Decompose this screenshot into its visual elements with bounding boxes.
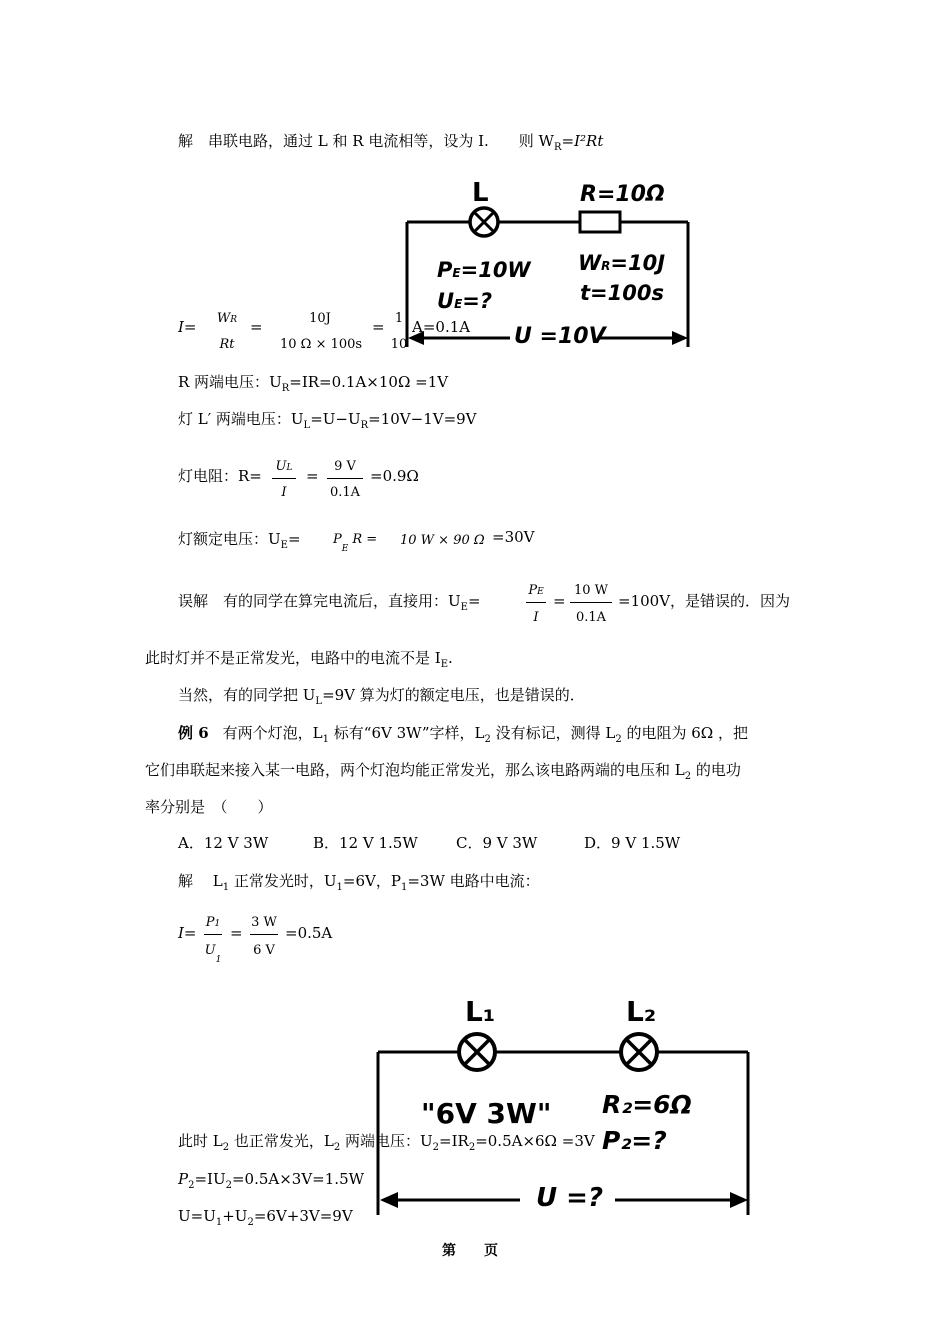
wrong-frac2-num: 10 W [573, 583, 609, 598]
current2-frac1-den: $U_1$ [204, 943, 222, 965]
option-d: D．9 V 1.5W [584, 834, 681, 852]
option-a: A．12 V 3W [178, 834, 269, 852]
resistor-voltage-line: R 两端电压：$U_R=IR=0.1A\times 10\Omega =1V$ [178, 373, 449, 394]
lamp-res-frac1-den: I [281, 485, 287, 500]
fraction-bar [526, 602, 546, 603]
diagram2-p2-label: P₂=? [602, 1126, 667, 1155]
current-frac2-den: 10 Ω × 100s [280, 337, 363, 352]
lamp-symbol [470, 208, 498, 236]
current2-frac1-num: P1 [205, 915, 221, 930]
wrong-frac1-den: I [533, 610, 539, 625]
diagram2-total-voltage-label: U =? [536, 1183, 604, 1213]
rated-voltage-power: $P_ER$ = [333, 532, 378, 554]
option-b: B．12 V 1.5W [313, 834, 418, 852]
fraction-bar [272, 478, 296, 479]
example6-line3: 率分别是 （ ） [145, 798, 273, 816]
lamp-res-eq: = [306, 467, 319, 485]
lamp-voltage-line: 灯 L′ 两端电压：$U_L=U-U_R=10V-1V=9V$ [178, 410, 477, 431]
lamp-resistance-label: 灯电阻：R= [178, 467, 262, 485]
diagram2-lamp2-label: L₂ [626, 995, 657, 1028]
current-lhs: I= [178, 318, 197, 336]
wrong-frac2-den: 0.1A [575, 610, 607, 625]
current-frac3-num: 1 [394, 311, 404, 326]
diagram1-total-voltage-label: U =10V [514, 324, 606, 349]
diagram1-resistor-label: R=10Ω [580, 182, 665, 207]
rated-voltage-calc: 10 W × 90 Ω [400, 533, 485, 548]
current2-frac2-den: 6 V [253, 943, 275, 958]
diagram1-lamp-label: L [472, 178, 489, 208]
lamp2-symbol [621, 1034, 657, 1070]
current2-frac2-num: 3 W [251, 915, 277, 930]
rated-voltage-result: =30V [492, 528, 535, 546]
current-frac1-den: Rt [219, 337, 235, 352]
example6-line2: 它们串联起来接入某一电路，两个灯泡均能正常发光，那么该电路两端的电压和 $L_2$ 的电功 [145, 761, 741, 782]
example6-line1: 例 6 有两个灯泡，$L_1$ 标有“6V 3W”字样，$L_2$ 没有标记，测得 $L_2$ 的电阻为 6Ω ，把 [178, 724, 749, 745]
lamp-res-result: =0.9Ω [370, 467, 419, 485]
l2-voltage-line: 此时 $L_2$ 也正常发光，$L_2$ 两端电压：$U_2=IR_2=0.5A\times 6\Omega =3V$ [178, 1132, 595, 1153]
wrong-continuation: 此时灯并不是正常发光，电路中的电流不是 $I_E$. [145, 649, 453, 670]
resistor-symbol [580, 212, 620, 232]
wrong-frac1-num: PE [528, 583, 544, 598]
current-eq1: = [250, 318, 263, 336]
diagram2-rating-label: "6V 3W" [421, 1097, 552, 1130]
diagram1-work-label: WR=10J [578, 251, 666, 275]
total-voltage-line: $U=U_1+U_2=6V+3V=9V$ [178, 1207, 353, 1228]
current-frac1-num: WR [216, 311, 238, 326]
p2-line: $P_2=IU_2=0.5A\times 3V=1.5W$ [178, 1170, 365, 1191]
also-wrong-line: 当然，有的同学把 $U_L=9V$ 算为灯的额定电压，也是错误的． [178, 686, 585, 707]
fraction-bar [250, 934, 278, 935]
fraction-bar [570, 602, 612, 603]
diagram1-time-label: t=100s [580, 281, 664, 305]
lamp-res-frac1-num: UL [275, 459, 293, 474]
page-footer: 第 页 [442, 1243, 498, 1259]
wrong-tail: =100V，是错误的．因为 [618, 592, 791, 610]
current-eq2: = [372, 318, 385, 336]
current-result: A=0.1A [412, 318, 471, 336]
lamp1-symbol [459, 1034, 495, 1070]
diagram2-lamp1-label: L₁ [465, 995, 496, 1028]
current2-lhs: I= [178, 924, 197, 942]
solution6-line: 解 $L_1$ 正常发光时，$U_1=6V$，$P_1=3W$ 电路中电流： [178, 872, 540, 893]
lamp-res-frac2-den: 0.1A [329, 485, 361, 500]
option-c: C．9 V 3W [456, 834, 538, 852]
rated-voltage-line: 灯额定电压：$U_E=$ [178, 530, 301, 551]
diagram2-r2-label: R₂=6Ω [602, 1090, 692, 1119]
lamp-res-frac2-num: 9 V [334, 459, 356, 474]
current2-eq: = [230, 924, 243, 942]
current-frac3-den: 10 [390, 337, 408, 352]
diagram1-power-label: PE=10W [437, 258, 531, 282]
fraction-bar [204, 934, 222, 935]
current2-result: =0.5A [285, 924, 333, 942]
fraction-bar [327, 478, 363, 479]
current-frac2-num: 10J [309, 311, 331, 326]
wrong-eq2: = [553, 592, 566, 610]
wrong-solution-line: 误解 有的同学在算完电流后，直接用：$U_E=$ [178, 592, 481, 613]
solution-intro: 解 串联电路，通过 L 和 R 电流相等，设为 I. 则 $W_R=I^2Rt$ [178, 132, 604, 153]
diagram1-rated-voltage-label: UE=? [437, 289, 493, 313]
